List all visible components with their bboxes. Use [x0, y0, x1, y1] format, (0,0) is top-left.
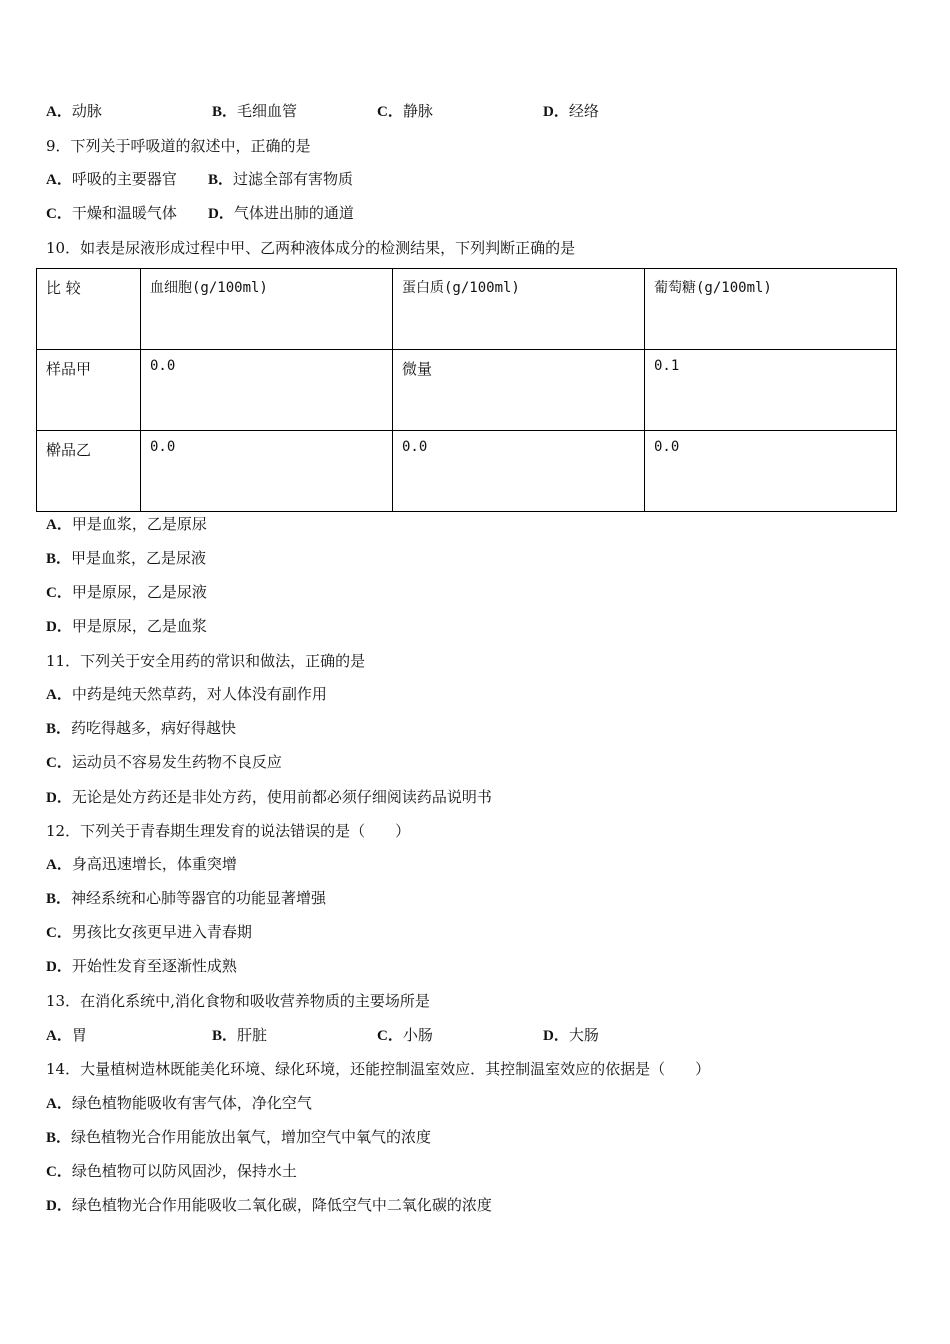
table-cell: 檊品乙	[37, 431, 141, 512]
q10-stem: 10．如表是尿液形成过程中甲、乙两种液体成分的检测结果，下列判断正确的是	[46, 239, 576, 257]
q8-option-b[interactable]: B．毛细血管	[212, 102, 298, 120]
q9-option-d[interactable]: D．气体进出肺的通道	[208, 204, 354, 222]
q10-option-b[interactable]: B．甲是血浆，乙是尿液	[46, 549, 207, 567]
q9-stem: 9．下列关于呼吸道的叙述中，正确的是	[46, 137, 311, 155]
table-cell: 0.0	[645, 431, 897, 512]
q13-option-b[interactable]: B．肝脏	[212, 1026, 268, 1044]
q14-option-d[interactable]: D．绿色植物光合作用能吸收二氧化碳，降低空气中二氧化碳的浓度	[46, 1196, 492, 1214]
q13-stem: 13．在消化系统中,消化食物和吸收营养物质的主要场所是	[46, 992, 430, 1010]
q9-option-c[interactable]: C．干燥和温暖气体	[46, 204, 177, 222]
table-cell: 0.0	[141, 431, 393, 512]
q9-option-a[interactable]: A．呼吸的主要器官	[46, 170, 177, 188]
table-cell: 0.0	[141, 350, 393, 431]
q8-option-d[interactable]: D．经络	[543, 102, 599, 120]
q14-option-c[interactable]: C．绿色植物可以防风固沙，保持水土	[46, 1162, 297, 1180]
q8-option-c[interactable]: C．静脉	[377, 102, 433, 120]
q10-option-d[interactable]: D．甲是原尿，乙是血浆	[46, 617, 207, 635]
table-header-row	[37, 269, 897, 350]
q9-option-b[interactable]: B．过滤全部有害物质	[208, 170, 354, 188]
q12-option-b[interactable]: B．神经系统和心肺等器官的功能显著增强	[46, 889, 327, 907]
table-row	[37, 431, 897, 512]
q14-option-b[interactable]: B．绿色植物光合作用能放出氧气，增加空气中氧气的浓度	[46, 1128, 432, 1146]
table-header-cell: 血细胞(g/100ml)	[141, 269, 393, 350]
table-header-cell: 比 较	[37, 269, 141, 350]
q14-stem: 14．大量植树造林既能美化环境、绿化环境，还能控制温室效应．其控制温室效应的依据是（ ）	[46, 1060, 711, 1078]
q11-stem: 11．下列关于安全用药的常识和做法，正确的是	[46, 652, 366, 670]
q12-option-d[interactable]: D．开始性发育至逐渐性成熟	[46, 957, 237, 975]
table-header-cell: 蛋白质(g/100ml)	[393, 269, 645, 350]
q10-table	[36, 268, 897, 512]
q11-option-a[interactable]: A．中药是纯天然草药，对人体没有副作用	[46, 685, 327, 703]
q10-option-a[interactable]: A．甲是血浆，乙是原尿	[46, 515, 207, 533]
q13-option-d[interactable]: D．大肠	[543, 1026, 599, 1044]
table-cell: 0.0	[393, 431, 645, 512]
q11-option-c[interactable]: C．运动员不容易发生药物不良反应	[46, 753, 282, 771]
q11-option-d[interactable]: D．无论是处方药还是非处方药，使用前都必须仔细阅读药品说明书	[46, 788, 492, 806]
table-row	[37, 350, 897, 431]
q12-stem: 12．下列关于青春期生理发育的说法错误的是（ ）	[46, 822, 411, 840]
q10-option-c[interactable]: C．甲是原尿，乙是尿液	[46, 583, 207, 601]
q12-option-c[interactable]: C．男孩比女孩更早进入青春期	[46, 923, 252, 941]
table-cell: 微量	[393, 350, 645, 431]
q8-option-a[interactable]: A．动脉	[46, 102, 102, 120]
q12-option-a[interactable]: A．身高迅速增长，体重突增	[46, 855, 237, 873]
table-cell: 样品甲	[37, 350, 141, 431]
table-header-cell: 葡萄糖(g/100ml)	[645, 269, 897, 350]
q13-option-a[interactable]: A．胃	[46, 1026, 87, 1044]
q14-option-a[interactable]: A．绿色植物能吸收有害气体，净化空气	[46, 1094, 312, 1112]
q13-option-c[interactable]: C．小肠	[377, 1026, 433, 1044]
table-cell: 0.1	[645, 350, 897, 431]
q11-option-b[interactable]: B．药吃得越多，病好得越快	[46, 719, 237, 737]
